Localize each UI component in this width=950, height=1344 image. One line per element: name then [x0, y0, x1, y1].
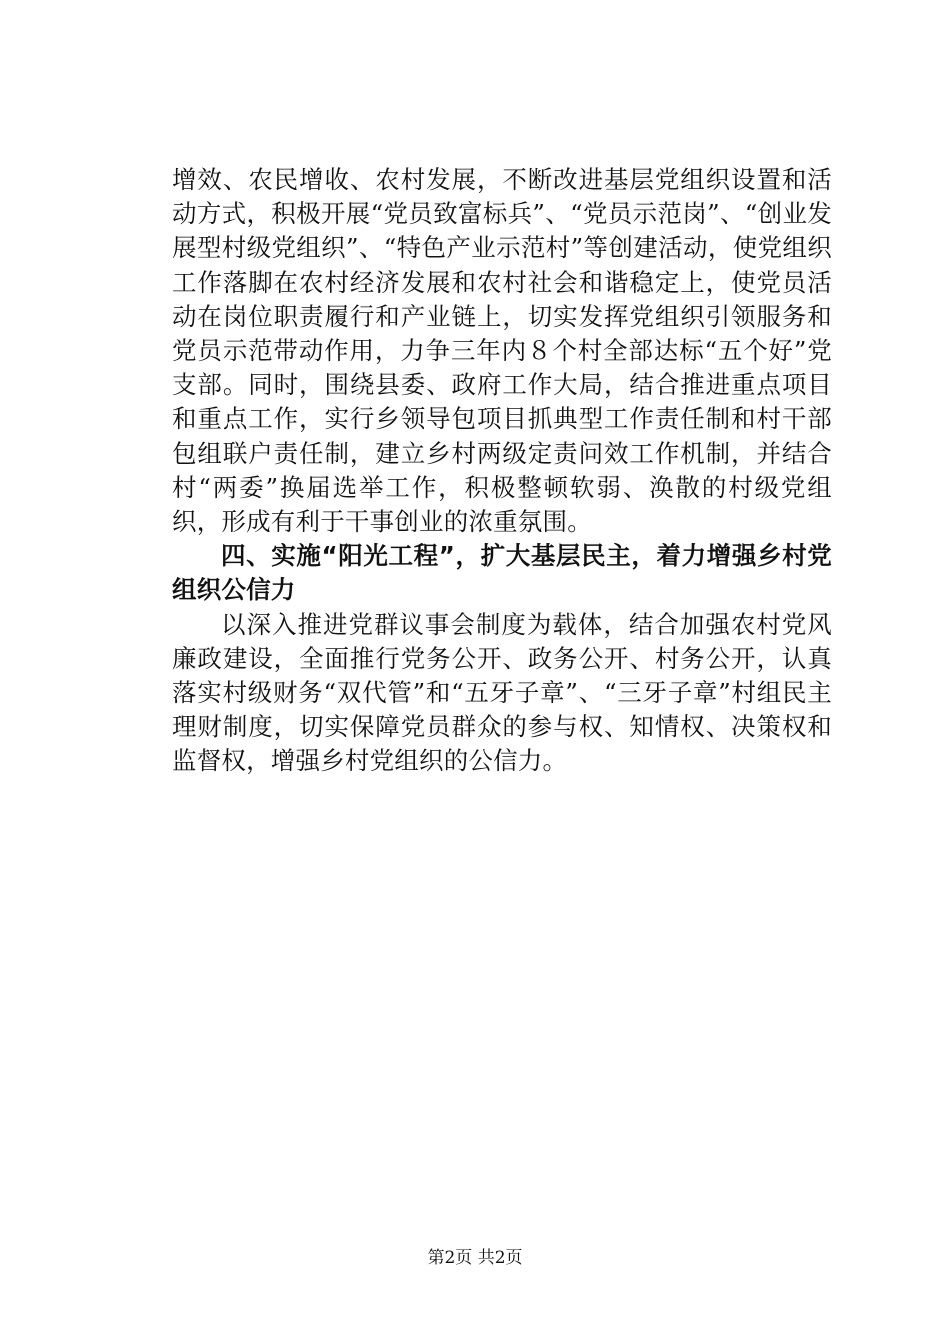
section-heading-4: 四、实施“阳光工程”，扩大基层民主，着力增强乡村党组织公信力	[172, 541, 832, 605]
body-paragraph: 以深入推进党群议事会制度为载体，结合加强农村党风廉政建设，全面推行党务公开、政务公开、村务公开，认真落实村级财务“双代管”和“五牙子章”、“三牙子章”村组民主理财制度，切实保障党员群众的参与权、知情权、决策权和监督权，增强乡村党组织的公信力。	[172, 609, 832, 776]
page-footer: 第2页 共2页	[427, 1248, 523, 1268]
body-paragraph-continued: 增效、农民增收、农村发展，不断改进基层党组织设置和活动方式，积极开展“党员致富标兵”、“党员示范岗”、“创业发展型村级党组织”、“特色产业示范村”等创建活动，使党组织工作落脚在农村经济发展和农村社会和谐稳定上，使党员活动在岗位职责履行和产业链上，切实发挥党组织引领服务和党员示范带动作用，力争三年内８个村全部达标“五个好”党支部。同时，围绕县委、政府工作大局，结合推进重点项目和重点工作，实行乡领导包项目抓典型工作责任制和村干部包组联户责任制，建立乡村两级定责问效工作机制，并结合村“两委”换届选举工作，积极整顿软弱、涣散的村级党组织，形成有利于干事创业的浓重氛围。	[172, 165, 832, 537]
document-body	[172, 163, 832, 779]
